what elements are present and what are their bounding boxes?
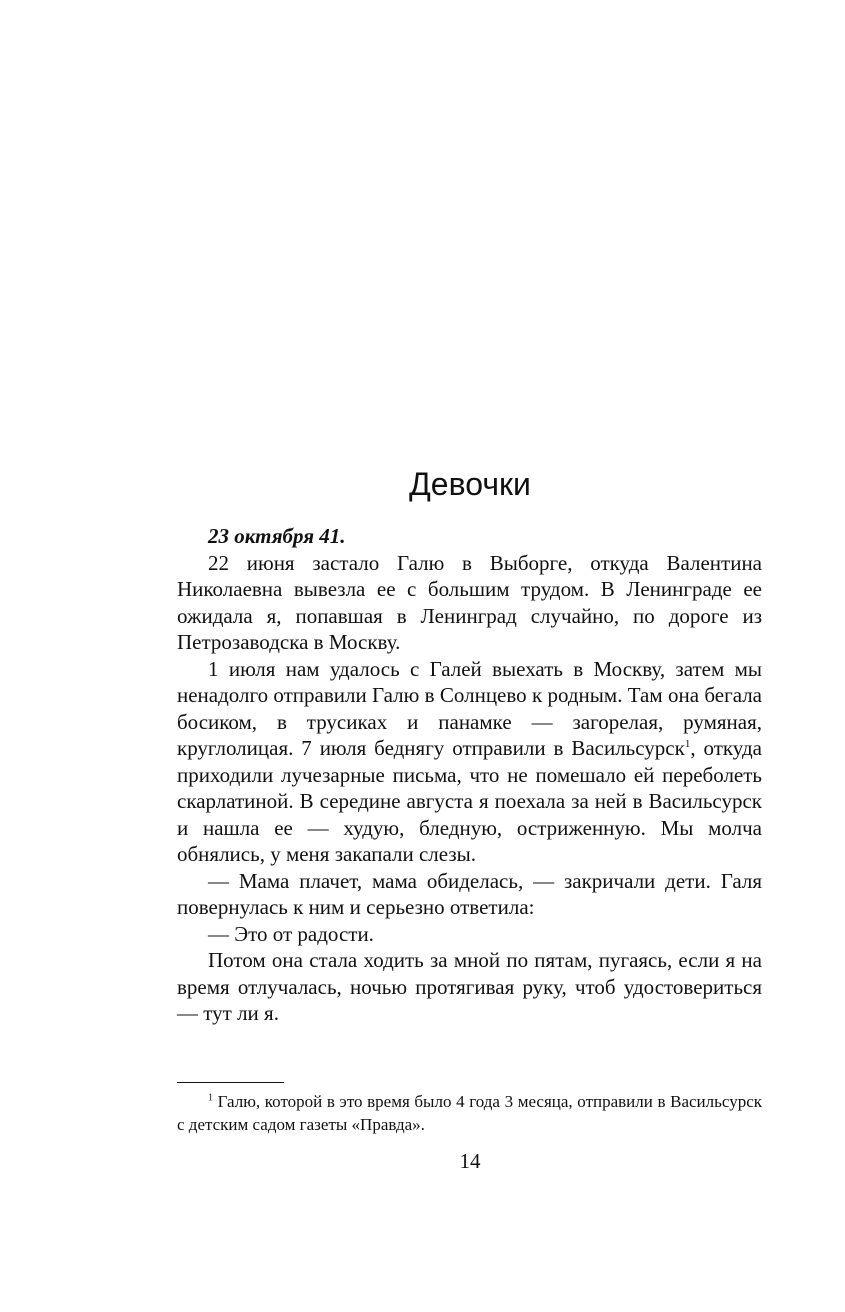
- footnote-text: Галю, которой в это время было 4 года 3 месяца, отправили в Васильсурск с детским садом газеты «Правда».: [177, 1092, 763, 1134]
- page-number: 14: [459, 1149, 481, 1173]
- paragraph-5: Потом она стала ходить за мной по пятам, пугаясь, если я на время отлучалась, ночью протягивая руку, чтоб удостовериться — тут ли я.: [177, 948, 762, 1025]
- footnote-reference: 1: [684, 738, 691, 750]
- paragraph-3: — Мама плачет, мама обиделась, — закричали дети. Галя повернулась к ним и серьезно ответила:: [177, 868, 762, 919]
- paragraph-2-start: 1 июля нам удалось с Галей выехать в Москву, затем мы ненадолго отправили Галю в Солнцево к родным. Там она бегала босиком, в трусиках и панамке — загорелая, румяная, круглолицая. 7 июля беднягу отправили в: [177, 656, 762, 760]
- chapter-body: [177, 523, 762, 1027]
- footnote-divider: [177, 1082, 284, 1083]
- paragraph-2-end: , откуда приходили лучезарные письма, что не помешало ей переболеть скарлатиной. В середине августа я поехала за ней в Васильсурск и нашла ее — худую, бледную, остриженную. Мы молча обнялись, у меня закапали слезы.: [177, 736, 762, 866]
- place-name-vasilsursk: Васильсурск: [571, 736, 685, 760]
- paragraph-1: 22 июня застало Галю в Выборге, откуда Валентина Николаевна вывезла ее с большим трудом. В Ленинграде ее ожидала я, попавшая в Ленинград случайно, по дороге из Петрозаводска в Москву.: [177, 550, 762, 654]
- paragraph-2: [177, 656, 762, 868]
- footnote-marker: 1: [208, 1092, 213, 1104]
- paragraph-4: — Это от радости.: [208, 921, 374, 946]
- entry-date: 23 октября 41.: [208, 524, 346, 548]
- chapter-title: Девочки: [409, 466, 531, 502]
- footnote: [177, 1090, 762, 1136]
